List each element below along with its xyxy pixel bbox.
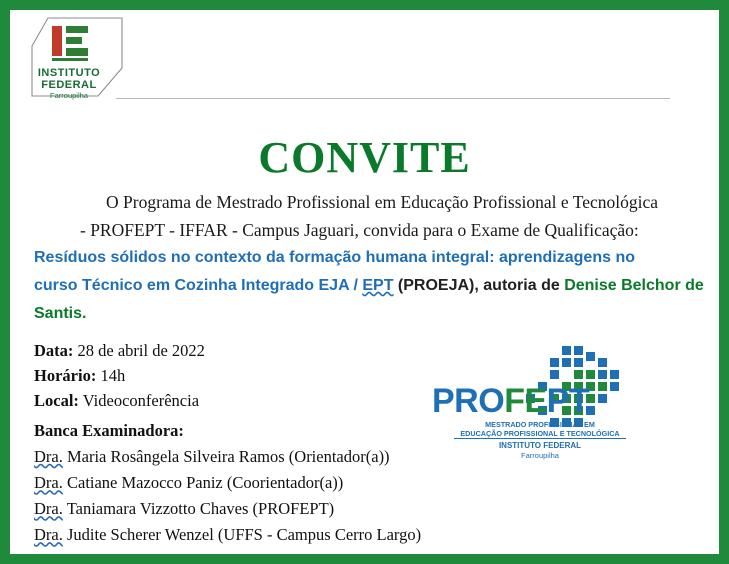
committee-member-role: (UFFS - Campus Cerro Largo) (217, 525, 422, 545)
committee-member-prefix: Dra. (34, 447, 63, 467)
profept-institute-name: INSTITUTO FEDERAL (498, 441, 582, 450)
work-title-seg3: EPT (362, 276, 394, 294)
committee-member-prefix: Dra. (34, 473, 63, 493)
intro-paragraph (80, 188, 692, 245)
iffar-logo-text (26, 68, 112, 100)
iffar-logo-line1: INSTITUTO (37, 67, 101, 79)
iffar-logo-line2: FEDERAL (41, 78, 97, 91)
page-border-left (0, 0, 10, 564)
committee-member (34, 470, 484, 496)
detail-place-value: Videoconferência (82, 391, 200, 411)
committee-member-name: Maria Rosângela Silveira Ramos (66, 447, 285, 467)
profept-institute (450, 441, 630, 460)
work-author: Denise Belchor de Santis. (34, 276, 704, 322)
committee-block (34, 418, 484, 548)
committee-member-prefix: Dra. (34, 499, 63, 519)
committee-member (34, 496, 484, 522)
committee-member-name: Judite Scherer Wenzel (66, 525, 214, 545)
detail-date (34, 338, 434, 363)
page-title: CONVITE (258, 133, 471, 182)
iffar-logo (18, 16, 138, 102)
detail-date-value: 28 de abril de 2022 (77, 341, 205, 360)
detail-place (34, 388, 434, 413)
profept-word-pt: PT (546, 382, 590, 420)
profept-divider (454, 438, 626, 439)
intro-line-1: O Programa de Mestrado Profissional em Educação Profissional e Tecnológica (106, 192, 658, 212)
detail-date-label: Data: (34, 341, 74, 360)
page-border-right (719, 0, 729, 564)
header-divider (116, 98, 670, 99)
work-title-seg1: Resíduos sólidos no contexto da formação humana integral: aprendizagens no (34, 249, 635, 266)
profept-wordmark (432, 382, 589, 421)
detail-place-label: Local: (34, 391, 79, 411)
profept-campus-name: Farroupilha (521, 450, 559, 460)
detail-time-value: 14h (100, 366, 126, 386)
work-title-seg2: curso Técnico em Cozinha Integrado EJA / (34, 276, 363, 294)
committee-member-role: (Orientador(a)) (288, 447, 390, 467)
committee-member-prefix: Dra. (34, 525, 63, 545)
committee-heading: Banca Examinadora: (34, 421, 184, 440)
committee-member-name: Catiane Mazocco Paniz (66, 473, 223, 493)
iffar-logo-line3: Farroupilha (50, 91, 88, 101)
page-border-top (0, 0, 729, 10)
event-details (34, 338, 434, 413)
intro-line-2: - PROFEPT - IFFAR - Campus Jaguari, convida para o Exame de Qualificação: (80, 220, 639, 241)
committee-member-role: (Coorientador(a)) (226, 473, 344, 493)
detail-time (34, 363, 434, 388)
work-title (34, 244, 706, 328)
work-title-seg5: , autoria de (474, 276, 565, 294)
profept-subtitle (450, 420, 630, 438)
profept-subtitle-line1: MESTRADO PROFISSIONAL EM (485, 420, 595, 429)
committee-member-role: (PROFEPT) (252, 499, 335, 519)
committee-member (34, 522, 484, 548)
page-content (10, 10, 719, 554)
profept-word-pro: PRO (432, 382, 505, 420)
profept-logo (428, 342, 658, 460)
profept-word-fe: FE (504, 382, 547, 420)
committee-member-name: Taniamara Vizzotto Chaves (66, 499, 249, 519)
committee-member (34, 444, 484, 470)
detail-time-label: Horário: (34, 366, 97, 386)
work-title-seg4: (PROEJA) (393, 276, 475, 294)
page-border-bottom (0, 554, 729, 564)
profept-subtitle-line2: EDUCAÇÃO PROFISSIONAL E TECNOLÓGICA (460, 429, 620, 438)
